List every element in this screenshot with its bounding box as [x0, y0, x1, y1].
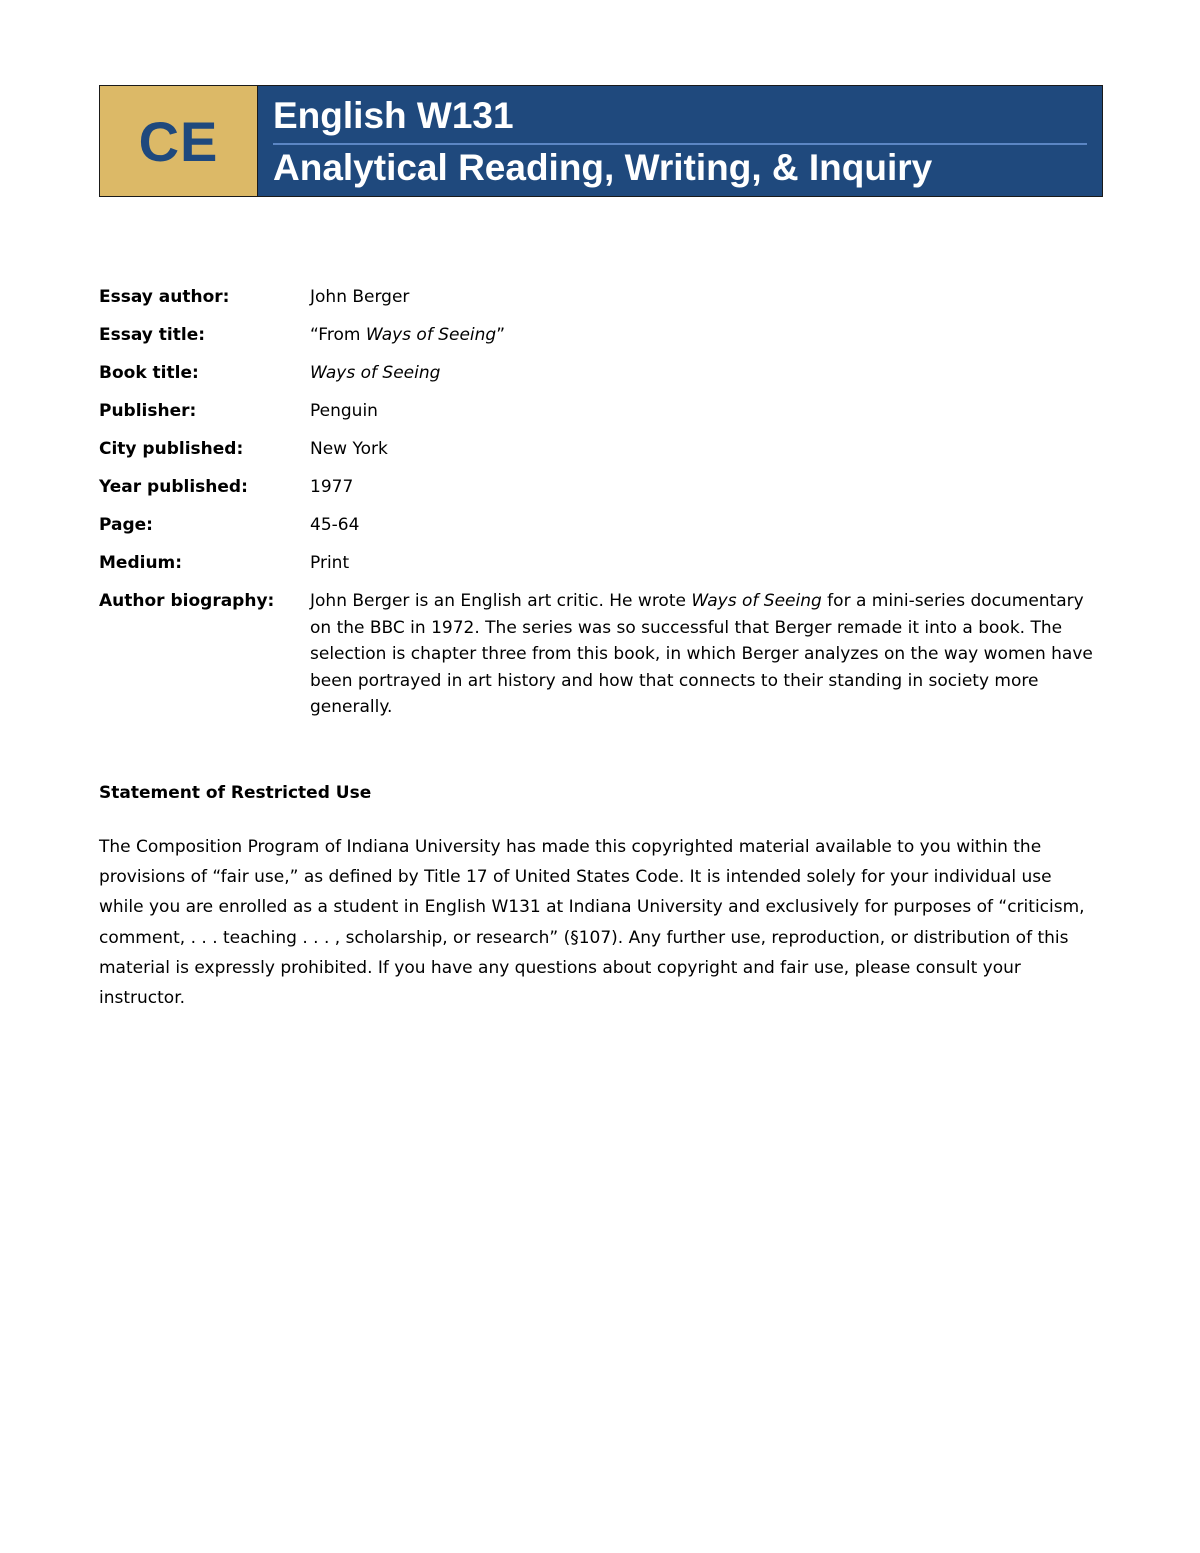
author-biography-value: [310, 588, 1104, 721]
essay-title-row: [99, 322, 1104, 360]
essay-title-value: [310, 322, 1104, 348]
book-title-italic: Ways of Seeing: [310, 363, 441, 383]
medium-label: Medium:: [99, 553, 183, 573]
year-value: 1977: [310, 477, 354, 497]
publisher-row: [99, 398, 1104, 436]
medium-row: [99, 550, 1104, 588]
bio-part2: for a mini-series documentary on the BBC in 1972. The series was so successful that Berger remade it into a book. The selection is chapter three from this book, in which Berger analyzes on the way women have been portrayed in art history and how that connects to their standing in society more generally.: [310, 591, 1093, 717]
city-label: City published:: [99, 439, 244, 459]
page-row: [99, 512, 1104, 550]
page-value: 45-64: [310, 515, 360, 535]
title-banner: [258, 86, 1102, 196]
essay-title-italic: Ways of Seeing: [365, 325, 497, 345]
bio-italic: Ways of Seeing: [691, 591, 822, 611]
essay-author-row: [99, 284, 1104, 322]
essay-author-value: John Berger: [310, 287, 410, 307]
publisher-value: Penguin: [310, 401, 378, 421]
ce-logo: [100, 86, 258, 196]
medium-value: Print: [310, 553, 350, 573]
logo-text: CE: [138, 109, 219, 173]
essay-author-label: Essay author:: [99, 287, 230, 307]
year-label: Year published:: [99, 477, 248, 497]
author-biography-label: Author biography:: [99, 591, 275, 611]
document-header: [99, 85, 1103, 197]
year-row: [99, 474, 1104, 512]
author-biography-row: [99, 588, 1104, 721]
restricted-use-body: The Composition Program of Indiana University has made this copyrighted material available to you within the provisions of “fair use,” as defined by Title 17 of United States Code. It is intended solely for your individual use while you are enrolled as a student in English W131 at Indiana University and exclusively for purposes of “criticism, comment, . . . teaching . . . , scholarship, or research” (§107). Any further use, reproduction, or distribution of this material is expressly prohibited. If you have any questions about copyright and fair use, please consult your instructor.: [99, 837, 1085, 1009]
essay-title-open: “From: [310, 325, 366, 345]
publisher-label: Publisher:: [99, 401, 197, 421]
city-row: [99, 436, 1104, 474]
citation-metadata: [99, 284, 1104, 721]
bio-part1: John Berger is an English art critic. He wrote: [310, 591, 692, 611]
course-title: Analytical Reading, Writing, & Inquiry: [273, 147, 933, 188]
restricted-use-heading: Statement of Restricted Use: [99, 783, 372, 803]
title-divider: [273, 143, 1087, 145]
book-title-row: [99, 360, 1104, 398]
course-number: English W131: [273, 95, 514, 136]
essay-title-close: ”: [496, 325, 506, 345]
book-title-label: Book title:: [99, 363, 199, 383]
page-label: Page:: [99, 515, 153, 535]
book-title-value: [310, 360, 1104, 386]
essay-title-label: Essay title:: [99, 325, 206, 345]
city-value: New York: [310, 439, 388, 459]
